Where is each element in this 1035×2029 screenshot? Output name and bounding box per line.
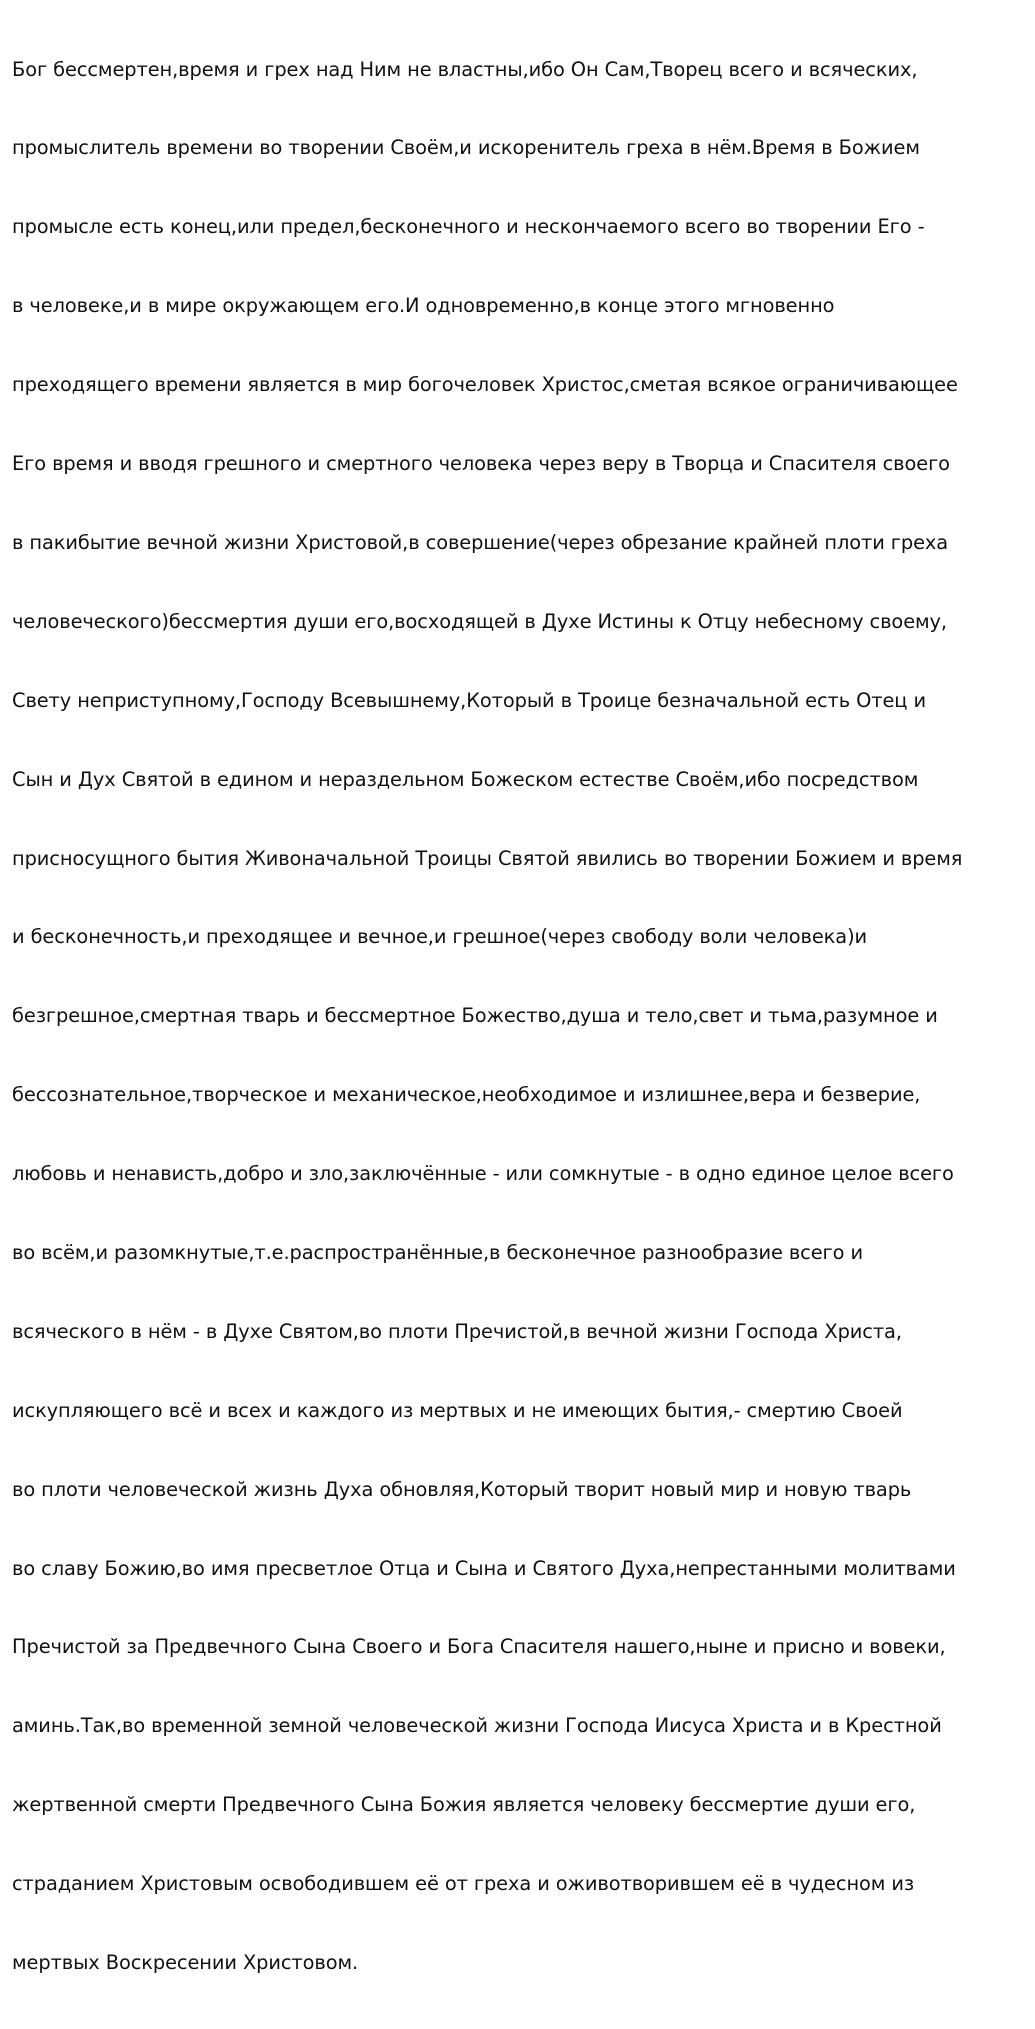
text-line: Сын и Дух Святой в едином и нераздельном Божеском естестве Своём,ибо посредством — [12, 767, 919, 791]
text-line: промысле есть конец,или предел,бесконечного и нескончаемого всего во творении Его - — [12, 215, 925, 239]
text-line: любовь и ненависть,добро и зло,заключённые - или сомкнутые - в одно единое целое всего — [12, 1162, 954, 1186]
text-line: в человеке,и в мире окружающем его.И одновременно,в конце этого мгновенно — [12, 294, 835, 318]
text-line: человеческого)бессмертия души его,восходящей в Духе Истины к Отцу небесному своему, — [12, 609, 947, 633]
text-line: преходящего времени является в мир богочеловек Христос,сметая всякое ограничивающее — [12, 373, 958, 397]
text-line: во плоти человеческой жизнь Духа обновляя,Который творит новый мир и новую тварь — [12, 1477, 912, 1501]
document-text — [12, 4, 1031, 2029]
text-line: в пакибытие вечной жизни Христовой,в совершение(через обрезание крайней плоти греха — [12, 530, 949, 554]
text-line: мертвых Воскресении Христовом. — [12, 1950, 359, 1974]
text-line: Пречистой за Предвечного Сына Своего и Бога Спасителя нашего,ныне и присно и вовеки, — [12, 1635, 946, 1659]
text-line: искупляющего всё и всех и каждого из мертвых и не имеющих бытия,- смертию Своей — [12, 1398, 903, 1422]
text-line: Свету неприступному,Господу Всевышнему,Который в Троице безначальной есть Отец и — [12, 688, 926, 712]
text-line: Бог бессмертен,время и грех над Ним не властны,ибо Он Сам,Творец всего и всяческих, — [12, 57, 918, 81]
text-line: и бесконечность,и преходящее и вечное,и грешное(через свободу воли человека)и — [12, 925, 868, 949]
text-line: безгрешное,смертная тварь и бессмертное Божество,душа и тело,свет и тьма,разумное и — [12, 1004, 938, 1028]
text-line: жертвенной смерти Предвечного Сына Божия является человеку бессмертие души его, — [12, 1793, 916, 1817]
text-line: аминь.Так,во временной земной человеческой жизни Господа Иисуса Христа и в Крестной — [12, 1714, 942, 1738]
text-line: во всём,и разомкнутые,т.е.распространённые,в бесконечное разнообразие всего и — [12, 1240, 863, 1264]
text-line: во славу Божию,во имя пресветлое Отца и Сына и Святого Духа,непрестанными молитвами — [12, 1556, 956, 1580]
text-line: бессознательное,творческое и механическое,необходимое и излишнее,вера и безверие, — [12, 1083, 921, 1107]
text-line: присносущного бытия Живоначальной Троицы Святой явились во творении Божием и время — [12, 846, 963, 870]
text-line: всяческого в нём - в Духе Святом,во плоти Пречистой,в вечной жизни Господа Христа, — [12, 1319, 902, 1343]
text-line: страданием Христовым освободившем её от греха и оживотворившем её в чудесном из — [12, 1872, 915, 1896]
text-line: Его время и вводя грешного и смертного человека через веру в Творца и Спасителя своего — [12, 452, 950, 476]
text-line: промыслитель времени во творении Своём,и искоренитель греха в нём.Время в Божием — [12, 136, 920, 160]
